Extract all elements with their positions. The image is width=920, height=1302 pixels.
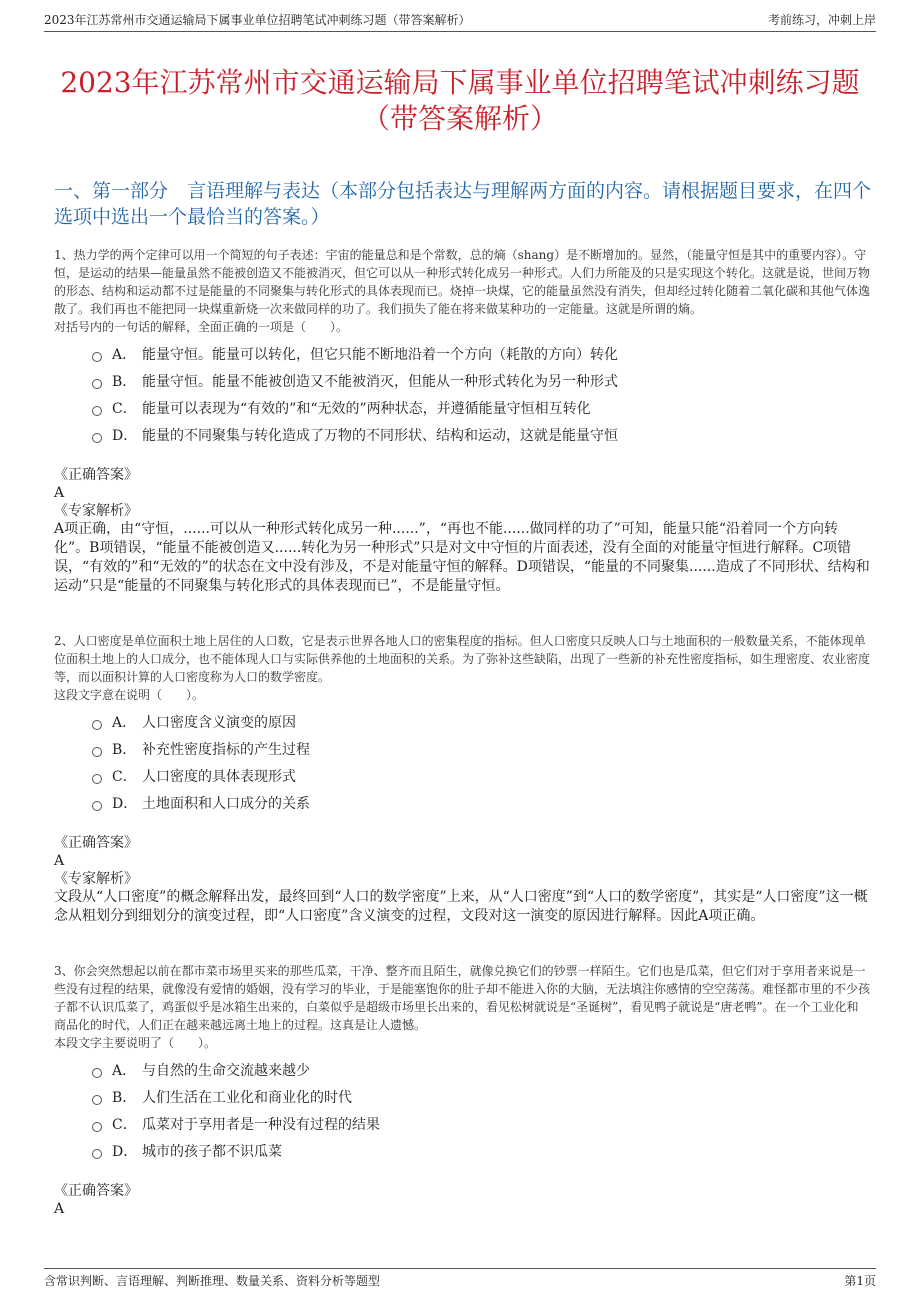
option-d[interactable] [54,1137,870,1164]
section-heading: 一、第一部分 言语理解与表达（本部分包括表达与理解两方面的内容。请根据题目要求，在四个选项中选出一个最恰当的答案。） [54,180,872,228]
question-stem: 1、热力学的两个定律可以用一个简短的句子表述：宇宙的能量总和是个常数，总的熵（shang）是不断增加的。显然，（能量守恒是其中的重要内容）。守恒，是运动的结果—能量虽然不能被创造又不能被消灭，但它可以从一种形式转化成另一种形式。人们力所能及的只是实现这个转化。这就是说，世间万物的形态、结构和运动都不过是能量的不同聚集与转化形式的具体表现而已。烧掉一块煤，它的能量虽然没有消失，但却经过转化随着二氧化碳和其他气体逸散了。我们再也不能把同一块煤重新烧一次来做同样的功了。我们损失了能在将来做某种功的一定能量。这就是所谓的熵。 [54,248,871,316]
radio-button-icon[interactable] [92,433,102,443]
explanation-text: 文段从“人口密度”的概念解释出发，最终回到“人口的数学密度”上来，从“人口密度”到“人口的数学密度”，其实是“人口密度”这一概念从粗划分到细划分的演变过程，即“人口密度”含义演变的过程，文段对这一演变的原因进行解释。因此A项正确。 [54,889,868,924]
page-number: 第1页 [844,1273,876,1288]
question-stem: 3、你会突然想起以前在都市菜市场里买来的那些瓜菜，干净、整齐而且陌生，就像兑换它们的钞票一样陌生。它们也是瓜菜，但它们对于享用者来说是一些没有过程的结果，就像没有爱情的婚姻，没有学习的毕业，于是能塞饱你的肚子却不能进入你的大脑，无法填注你感情的空空荡荡。难怪都市里的不少孩子都不认识瓜菜了，鸡蛋似乎是冰箱生出来的，白菜似乎是超级市场里长出来的，看见松树就说是“圣诞树”，看见鸭子就说是“唐老鸭”。在一个工业化和商品化的时代，人们正在越来越远离土地上的过程。这真是让人遗憾。 [54,964,871,1032]
option-letter: D． [112,427,138,444]
header-slogan: 考前练习，冲刺上岸 [767,13,876,27]
option-letter: C． [112,768,137,785]
radio-button-icon[interactable] [92,1068,102,1078]
option-text: 土地面积和人口成分的关系 [142,795,310,812]
radio-button-icon[interactable] [92,1149,102,1159]
radio-button-icon[interactable] [92,379,102,389]
radio-button-icon[interactable] [92,352,102,362]
radio-button-icon[interactable] [92,801,102,811]
option-letter: D． [112,795,138,812]
option-a[interactable] [54,708,870,735]
option-letter: B． [112,373,137,390]
question-2 [54,632,870,926]
option-letter: A． [112,714,137,731]
option-text: 能量守恒。能量不能被创造又不能被消灭，但能从一种形式转化为另一种形式 [142,373,618,390]
answer-value: A [54,853,65,869]
option-text: 能量可以表现为“有效的”和“无效的”两种状态，并遵循能量守恒相互转化 [142,400,591,417]
question-3 [54,962,870,1218]
page-header [44,10,876,32]
option-c[interactable] [54,394,870,421]
radio-button-icon[interactable] [92,406,102,416]
option-text: 瓜菜对于享用者是一种没有过程的结果 [142,1116,380,1133]
option-b[interactable] [54,367,870,394]
option-letter: B． [112,1089,137,1106]
radio-button-icon[interactable] [92,1095,102,1105]
option-text: 人口密度的具体表现形式 [142,768,296,785]
header-doc-title: 2023年江苏常州市交通运输局下属事业单位招聘笔试冲刺练习题（带答案解析） [44,13,471,27]
explanation-text: A项正确，由“守恒，......可以从一种形式转化成另一种......”，“再也不能......做同样的功了”可知，能量只能“沿着同一个方向转化”。B项错误，“能量不能被创造又......转化为另一种形式”只是对文中守恒的片面表述，没有全面的对能量守恒进行解释。C项错误，“有效的”和“无效的”的状态在文中没有涉及，不是对能量守恒的解释。D项错误，“能量的不同聚集......造成了不同形状、结构和运动”只是“能量的不同聚集与转化形式的具体表现而已”，不是能量守恒。 [54,521,870,594]
question-1 [54,246,870,596]
option-text: 能量守恒。能量可以转化，但它只能不断地沿着一个方向（耗散的方向）转化 [142,346,618,363]
explanation-label: 《专家解析》 [54,871,138,887]
answer-label: 《正确答案》 [54,467,138,483]
option-letter: A． [112,1062,137,1079]
option-text: 能量的不同聚集与转化造成了万物的不同形状、结构和运动，这就是能量守恒 [142,427,618,444]
explanation-label: 《专家解析》 [54,503,138,519]
question-prompt: 这段文字意在说明（ ）。 [54,688,205,702]
option-text: 城市的孩子都不识瓜菜 [142,1143,282,1160]
option-text: 补充性密度指标的产生过程 [142,741,310,758]
footer-question-types: 含常识判断、言语理解、判断推理、数量关系、资料分析等题型 [44,1273,381,1288]
option-letter: B． [112,741,137,758]
radio-button-icon[interactable] [92,720,102,730]
option-text: 与自然的生命交流越来越少 [142,1062,310,1079]
radio-button-icon[interactable] [92,1122,102,1132]
option-text: 人口密度含义演变的原因 [142,714,296,731]
option-list [54,340,870,448]
option-letter: A． [112,346,137,363]
option-b[interactable] [54,735,870,762]
document-title: 2023年江苏常州市交通运输局下属事业单位招聘笔试冲刺练习题（带答案解析） [60,65,860,135]
radio-button-icon[interactable] [92,747,102,757]
option-d[interactable] [54,421,870,448]
option-d[interactable] [54,789,870,816]
option-list [54,708,870,816]
option-letter: C． [112,400,137,417]
radio-button-icon[interactable] [92,774,102,784]
option-a[interactable] [54,1056,870,1083]
answer-label: 《正确答案》 [54,1183,138,1199]
answer-value: A [54,1201,65,1217]
page-footer [44,1268,876,1291]
option-letter: D． [112,1143,138,1160]
option-b[interactable] [54,1083,870,1110]
option-letter: C． [112,1116,137,1133]
question-prompt: 本段文字主要说明了（ ）。 [54,1036,217,1050]
option-a[interactable] [54,340,870,367]
answer-label: 《正确答案》 [54,835,138,851]
option-c[interactable] [54,762,870,789]
option-text: 人们生活在工业化和商业化的时代 [142,1089,352,1106]
option-c[interactable] [54,1110,870,1137]
answer-value: A [54,485,65,501]
question-stem: 2、人口密度是单位面积土地上居住的人口数，它是表示世界各地人口的密集程度的指标。但人口密度只反映人口与土地面积的一般数量关系，不能体现单位面积土地上的人口成分，也不能体现人口与实际供养他的土地面积的关系。为了弥补这些缺陷，出现了一些新的补充性密度指标，如生理密度、农业密度等，而以面积计算的人口密度称为人口的数学密度。 [54,634,871,684]
question-prompt: 对括号内的一句话的解释，全面正确的一项是（ ）。 [54,320,349,334]
option-list [54,1056,870,1164]
